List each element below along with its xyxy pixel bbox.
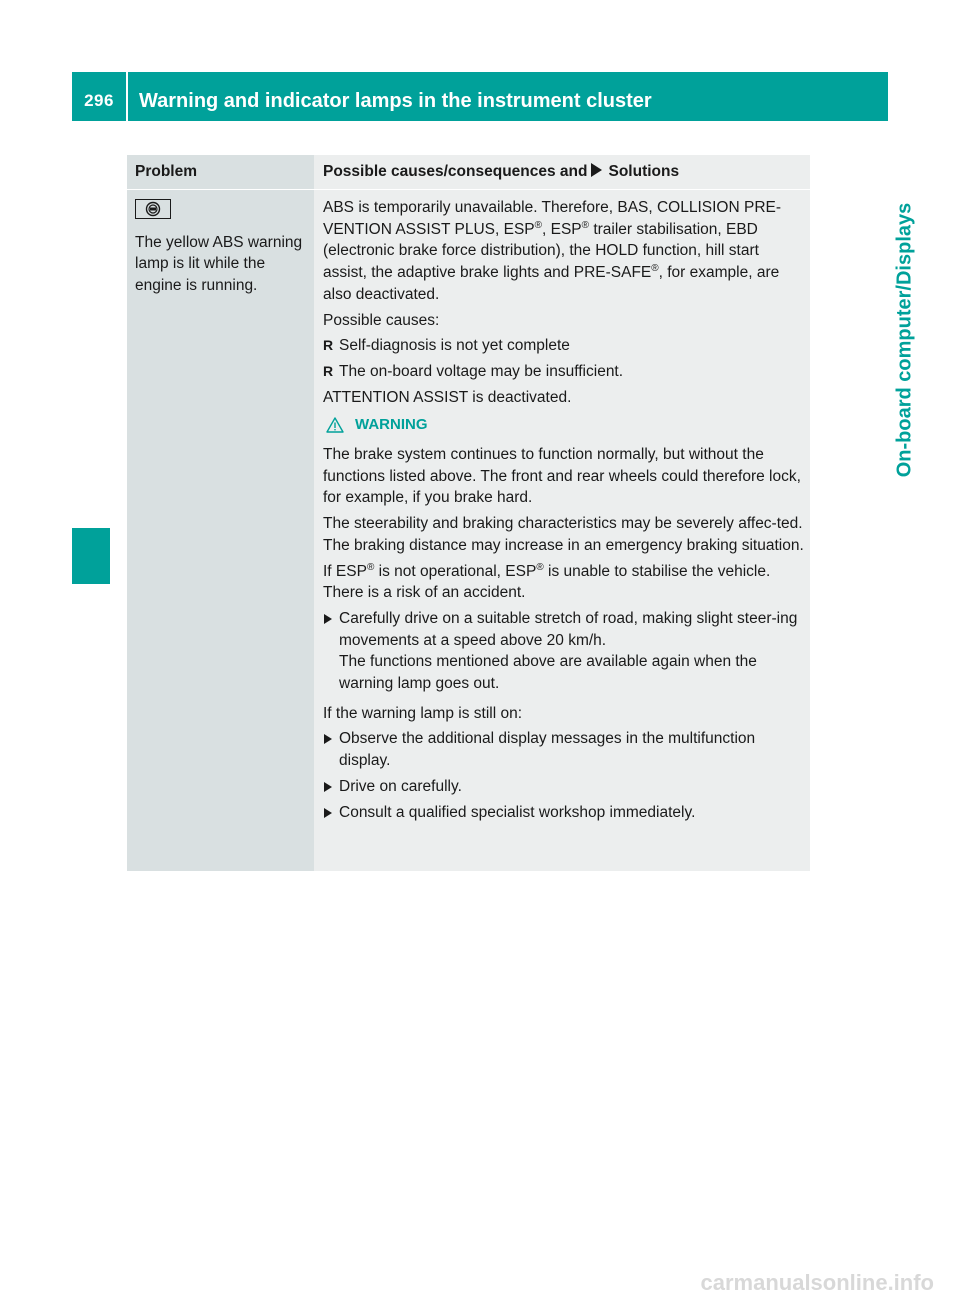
side-block <box>72 528 110 584</box>
warning-text-3b: is not operational, ESP <box>374 562 537 580</box>
step-text: Drive on carefully. <box>339 777 462 795</box>
warning-triangle-icon <box>326 417 344 433</box>
header-problem: Problem <box>135 163 198 180</box>
step-item <box>323 776 805 798</box>
registered-mark: ® <box>651 262 659 274</box>
intro-text-2: , ESP <box>542 220 582 238</box>
page-number: 296 <box>84 91 114 110</box>
registered-mark: ® <box>534 219 542 231</box>
step-note: The functions mentioned above are available again when the warning lamp goes out. <box>339 653 757 693</box>
warning-label: WARNING <box>355 416 428 434</box>
registered-mark: ® <box>366 561 375 573</box>
step-text: Observe the additional display messages in the multifunction display. <box>339 730 756 770</box>
warning-text-3c: is unable to stabilise the vehicle. There is a risk of an accident. <box>323 562 771 602</box>
header-solutions-prefix: Possible causes/consequences and <box>323 163 588 180</box>
step-arrow-icon <box>324 734 332 744</box>
warning-heading <box>323 414 805 436</box>
warning-paragraph-2: The steerability and braking characteristics may be severely affec-ted. The braking distance may increase in an emergency braking situation. <box>323 515 804 554</box>
bullet-icon: R <box>323 337 334 354</box>
step-item <box>323 802 805 824</box>
intro-paragraph <box>323 197 805 306</box>
cause-text: The on-board voltage may be insufficient. <box>339 362 624 380</box>
cause-text: Self-diagnosis is not yet complete <box>339 337 570 355</box>
problem-table <box>127 155 810 871</box>
still-on-text: If the warning lamp is still on: <box>323 704 523 722</box>
warning-paragraph-1: The brake system continues to function normally, but without the functions listed above. The front and rear wheels could therefore lock, for example, if you brake hard. <box>323 446 801 507</box>
intro-text-4: , for example, are also deactivated. <box>323 264 780 303</box>
step-arrow-icon <box>324 614 332 624</box>
table-header-row <box>127 155 810 190</box>
list-item <box>323 335 805 357</box>
step-text: Carefully drive on a suitable stretch of road, making slight steer-ing movements at a speed above 20 km/h. <box>339 609 798 649</box>
header-divider <box>126 72 128 121</box>
registered-mark: ® <box>581 219 590 231</box>
attention-text: ATTENTION ASSIST is deactivated. <box>323 388 572 406</box>
solutions-cell <box>323 197 805 827</box>
intro-text-1: ABS is temporarily unavailable. Therefore, BAS, COLLISION PRE-VENTION ASSIST PLUS, ESP <box>323 199 782 238</box>
header-solutions-suffix: Solutions <box>608 163 680 180</box>
play-arrow-icon <box>591 163 602 177</box>
intro-text-3: trailer stabilisation, EBD (electronic brake force distribution), the HOLD function, hill start assist, the adaptive brake lights and PRE-SAFE <box>323 220 759 282</box>
step-item <box>323 728 805 771</box>
section-title: Warning and indicator lamps in the instrument cluster <box>139 90 652 112</box>
step-arrow-icon <box>324 808 332 818</box>
step-text: Consult a qualified specialist workshop immediately. <box>339 803 696 821</box>
side-tab <box>893 160 917 520</box>
page-header <box>72 72 888 121</box>
list-item <box>323 361 805 383</box>
abs-warning-icon <box>135 199 171 219</box>
step-arrow-icon <box>324 782 332 792</box>
registered-mark: ® <box>536 561 544 573</box>
header-solutions <box>323 155 679 189</box>
side-tab-label: On-board computer/Displays <box>893 202 916 478</box>
bullet-icon: R <box>323 362 334 379</box>
step-item <box>323 608 805 695</box>
problem-text: The yellow ABS warning lamp is lit while the engine is running. <box>135 233 303 294</box>
watermark: carmanualsonline.info <box>700 1270 934 1295</box>
possible-causes-label: Possible causes: <box>323 311 440 329</box>
problem-cell <box>135 199 311 296</box>
warning-paragraph-3 <box>323 561 805 604</box>
warning-text-3a: If ESP <box>323 562 367 580</box>
